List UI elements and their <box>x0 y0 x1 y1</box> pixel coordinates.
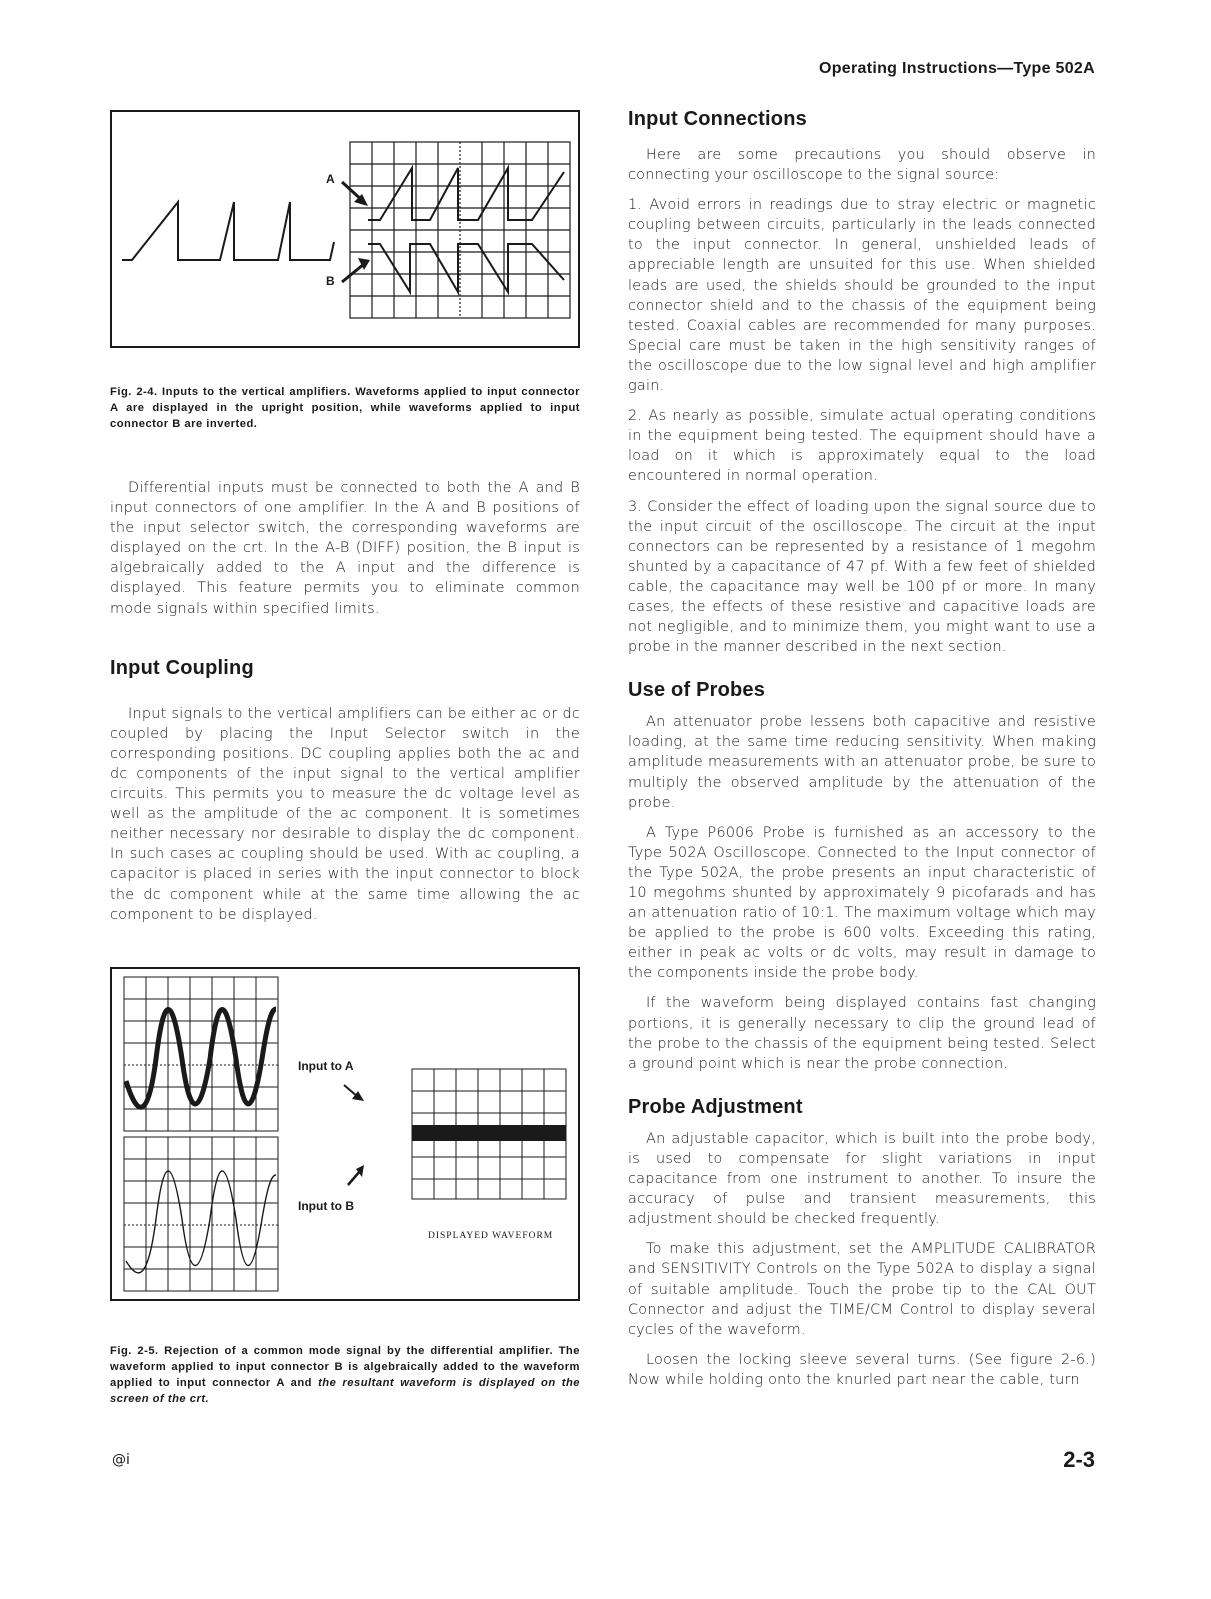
heading-use-of-probes: Use of Probes <box>628 679 766 702</box>
arrow-input-a-icon <box>344 1085 364 1101</box>
paragraph-input-coupling: Input signals to the vertical amplifiers can be either ac or dc coupled by placing the Input Selector switch in the corresponding positions. DC coupling applies both the ac and dc components of the input signal to the vertical amplifier circuits. This permits you to measure the dc voltage level as well as the amplitude of the ac component. It is sometimes neither necessary nor desirable to display the dc component. In such cases ac coupling should be used. With ac coupling, a capacitor is placed in series with the input connector to block the dc component while at the same time allowing the ac component to be displayed. <box>110 705 580 923</box>
heading-input-coupling: Input Coupling <box>110 656 254 679</box>
fig25-label-displayed: DISPLAYED WAVEFORM <box>428 1230 554 1241</box>
paragraph-precaution-1: 1. Avoid errors in readings due to stray electric or magnetic coupling between circuits, particularly in the leads connected to the input connector. In general, unshielded leads of appreciable length are unsuited for this use. When shielded leads are used, the shields should be grounded to the input connector shield and to the chassis of the equipment being tested. Coaxial cables are recommended for many purposes. Special care must be taken in the high sensitivity ranges of the oscilloscope due to the low signal level and high amplifier gain. <box>628 197 1096 395</box>
paragraph-adjustment-2: To make this adjustment, set the AMPLITUDE CALIBRATOR and SENSITIVITY Controls on the Type 502A to display a signal of suitable amplitude. Touch the probe tip to the CAL OUT Connector and adjust the TIME/CM Control to display several cycles of the waveform. <box>628 1241 1096 1338</box>
fig24-label-a: A <box>326 172 335 186</box>
arrow-b-icon <box>342 258 370 282</box>
fig25-label-input-a: Input to A <box>298 1058 354 1073</box>
heading-input-connections: Input Connections <box>628 108 807 130</box>
figure-2-4 <box>110 110 580 348</box>
figure-2-5-caption-main: Fig. 2-5. Rejection of a common mode signal by the differential amplifier. The waveform applied to input connector B is algebraically added to the waveform applied to input connector A and <box>110 1344 580 1389</box>
paragraph-precaution-3: 3. Consider the effect of loading upon the signal source due to the input circuit of the oscilloscope. The circuit at the input connectors can be represented by a resistance of 1 megohm shunted by a capacitance of 47 pf. With a few feet of shielded cable, the capacitance may well be 100 pf or more. In many cases, the effects of these resistive and capacitive loads are not negligible, and to minimize them, you might want to use a probe in the manner described in the next section. <box>628 498 1096 656</box>
fig24-label-b: B <box>326 274 335 288</box>
paragraph-probes-1: An attenuator probe lessens both capacitive and resistive loading, at the same time reducing sensitivity. When making amplitude measurements with an attenuator probe, be sure to multiply the observed amplitude by the attenuation of the probe. <box>628 714 1096 811</box>
running-head: Operating Instructions—Type 502A <box>818 60 1095 77</box>
graticule-input-a <box>124 977 278 1131</box>
sine-input-b <box>126 1171 276 1273</box>
paragraph-differential: Differential inputs must be connected to both the A and B input connectors of one amplifier. In the A and B positions of the input selector switch, the corresponding waveforms are displayed on the crt. In the A-B (DIFF) position, the B input is algebraically added to the A input and the difference is displayed. This feature permits you to eliminate common mode signals within specified limits. <box>110 480 580 617</box>
heading-probe-adjustment: Probe Adjustment <box>628 1095 803 1118</box>
left-column <box>110 110 580 1407</box>
right-column <box>628 108 1096 1400</box>
displayed-waveform-band <box>412 1125 566 1141</box>
paragraph-precaution-2: 2. As nearly as possible, simulate actual operating conditions in the equipment being tested. The equipment should have a load on it which is approximately equal to the load encountered in normal operation. <box>628 408 1096 485</box>
waveform-b-inverted <box>368 244 564 292</box>
crt-graticule <box>350 142 570 318</box>
figure-2-4-caption: Fig. 2-4. Inputs to the vertical amplifiers. Waveforms applied to input connector A are displayed in the upright position, while waveforms applied to input connector B are inverted. <box>110 386 580 430</box>
paragraph-probes-3: If the waveform being displayed contains fast changing portions, it is generally necessary to clip the ground lead of the probe to the chassis of the equipment being tested. Select a ground point which is near the probe connection. <box>628 995 1096 1072</box>
figure-2-5-caption <box>110 1343 580 1407</box>
page-folio: 2-3 <box>1063 1447 1095 1472</box>
figure-2-5-drawing <box>112 969 578 1299</box>
paragraph-probes-2: A Type P6006 Probe is furnished as an accessory to the Type 502A Oscilloscope. Connected to the Input connector of the Type 502A, the probe presents an input characteristic of 10 megohms shunted by approximately 9 picofarads and has an attenuation ratio of 10:1. The maximum voltage which may be applied to the probe is 600 volts. Exceeding this rating, either in peak ac volts or dc volts, may result in damage to the components inside the probe body. <box>628 824 1096 982</box>
paragraph-adjustment-3: Loosen the locking sleeve several turns. (See figure 2-6.) Now while holding onto the knurled part near the cable, turn <box>628 1351 1096 1388</box>
paragraph-adjustment-1: An adjustable capacitor, which is built into the probe body, is used to compensate for slight variations in input capacitance from one instrument to another. To insure the accuracy of pulse and transient measurements, this adjustment should be checked frequently. <box>628 1130 1096 1228</box>
graticule-input-b <box>124 1137 278 1291</box>
waveform-a-upright <box>368 168 564 220</box>
sine-input-a <box>126 1009 276 1107</box>
figure-2-4-drawing <box>112 112 578 346</box>
figure-2-5 <box>110 967 580 1301</box>
figure-2-5-caption-italic: the resultant waveform is displayed on the screen of the crt. <box>110 1376 581 1405</box>
paragraph-connections-intro: Here are some precautions you should observe in connecting your oscilloscope to the signal source: <box>628 147 1096 184</box>
arrow-input-b-icon <box>348 1165 364 1185</box>
fig25-label-input-b: Input to B <box>298 1198 354 1213</box>
footer-mark: @i <box>112 1452 130 1468</box>
input-sawtooth <box>122 202 334 260</box>
